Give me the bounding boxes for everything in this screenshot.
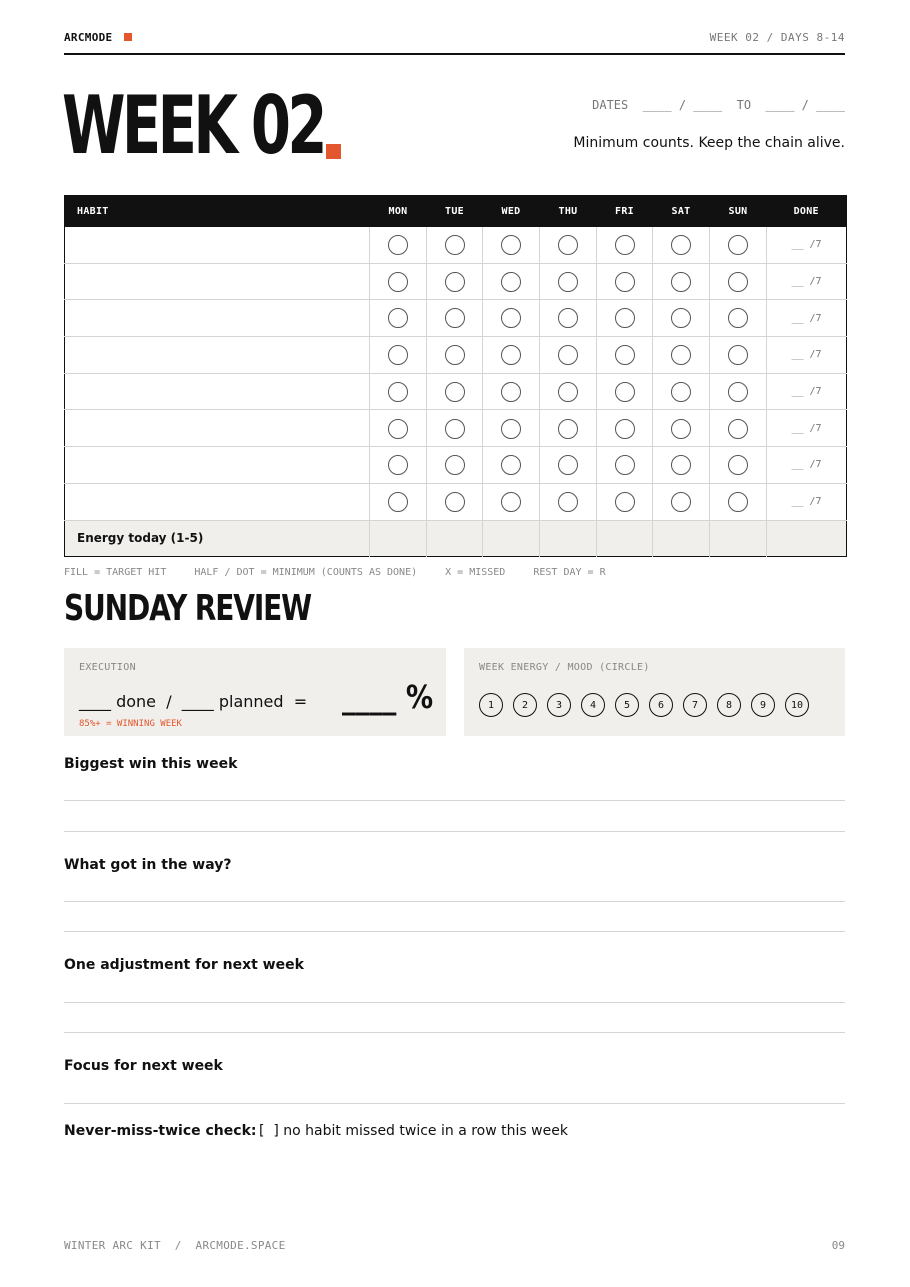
habit-row [65,410,847,447]
day-cell-wed [483,447,540,484]
habit-name-field[interactable] [65,337,370,374]
question-biggest-win: Biggest win this week [64,756,238,772]
day-cell-mon [370,337,427,374]
execution-panel [64,648,446,736]
done-count-field[interactable]: __ /7 [767,410,847,447]
habit-name-field[interactable] [65,483,370,520]
question-what-got-in-the-way: What got in the way? [64,857,232,873]
answer-line[interactable] [64,831,845,832]
mood-option-7[interactable]: 7 [683,693,707,717]
legend-item: REST DAY = R [533,567,606,578]
execution-percent-field[interactable]: ____ % [342,678,434,716]
day-cell-sun [710,227,767,264]
week-energy-panel [464,648,845,736]
day-checkbox-icon[interactable] [671,272,691,292]
habit-row [65,227,847,264]
day-checkbox-icon[interactable] [615,455,635,475]
energy-cell[interactable] [653,520,710,557]
day-cell-tue [427,410,483,447]
done-count-field[interactable]: __ /7 [767,447,847,484]
day-checkbox-icon[interactable] [615,419,635,439]
day-cell-sat [653,263,710,300]
page-number: 09 [831,1239,845,1252]
day-cell-tue [427,263,483,300]
habit-name-field[interactable] [65,410,370,447]
day-checkbox-icon[interactable] [388,455,408,475]
day-checkbox-icon[interactable] [615,235,635,255]
day-cell-sat [653,227,710,264]
day-checkbox-icon[interactable] [501,235,521,255]
mood-option-5[interactable]: 5 [615,693,639,717]
day-checkbox-icon[interactable] [728,419,748,439]
answer-line[interactable] [64,800,845,801]
habit-name-field[interactable] [65,447,370,484]
day-cell-thu [540,447,597,484]
day-cell-thu [540,483,597,520]
footer-kit-label: WINTER ARC KIT / ARCMODE.SPACE [64,1239,286,1252]
day-checkbox-icon[interactable] [558,272,578,292]
day-checkbox-icon[interactable] [558,345,578,365]
energy-cell[interactable] [767,520,847,557]
habit-name-field[interactable] [65,373,370,410]
day-checkbox-icon[interactable] [671,419,691,439]
day-cell-wed [483,337,540,374]
column-header-sat: SAT [653,196,710,227]
day-cell-tue [427,337,483,374]
day-checkbox-icon[interactable] [445,455,465,475]
day-checkbox-icon[interactable] [501,382,521,402]
energy-label: Energy today (1-5) [65,520,370,557]
day-checkbox-icon[interactable] [671,345,691,365]
day-cell-wed [483,227,540,264]
day-cell-mon [370,410,427,447]
answer-line[interactable] [64,1002,845,1003]
day-checkbox-icon[interactable] [388,419,408,439]
day-cell-fri [597,410,653,447]
day-cell-thu [540,263,597,300]
day-checkbox-icon[interactable] [671,235,691,255]
day-checkbox-icon[interactable] [445,382,465,402]
day-checkbox-icon[interactable] [558,492,578,512]
day-cell-mon [370,447,427,484]
day-checkbox-icon[interactable] [445,235,465,255]
day-cell-fri [597,300,653,337]
day-checkbox-icon[interactable] [558,308,578,328]
day-checkbox-icon[interactable] [615,382,635,402]
question-focus-next-week: Focus for next week [64,1058,223,1074]
energy-cell[interactable] [710,520,767,557]
day-checkbox-icon[interactable] [558,419,578,439]
week-days-label: WEEK 02 / DAYS 8-14 [709,31,845,44]
day-cell-tue [427,483,483,520]
day-cell-tue [427,300,483,337]
habit-name-field[interactable] [65,227,370,264]
day-checkbox-icon[interactable] [728,345,748,365]
day-cell-fri [597,483,653,520]
day-cell-fri [597,263,653,300]
day-checkbox-icon[interactable] [501,492,521,512]
energy-cell[interactable] [427,520,483,557]
day-cell-mon [370,300,427,337]
column-header-fri: FRI [597,196,653,227]
day-checkbox-icon[interactable] [445,272,465,292]
done-count-field[interactable]: __ /7 [767,373,847,410]
day-cell-thu [540,337,597,374]
habit-row [65,447,847,484]
energy-row [65,520,847,557]
day-checkbox-icon[interactable] [558,455,578,475]
day-cell-mon [370,227,427,264]
day-cell-wed [483,483,540,520]
mood-options [479,693,809,717]
mood-option-8[interactable]: 8 [717,693,741,717]
day-cell-fri [597,373,653,410]
day-cell-sun [710,447,767,484]
day-checkbox-icon[interactable] [558,382,578,402]
legend-item: FILL = TARGET HIT [64,567,167,578]
week-energy-label: WEEK ENERGY / MOOD (CIRCLE) [479,662,650,673]
tracker-body [65,227,847,557]
day-cell-wed [483,263,540,300]
tagline: Minimum counts. Keep the chain alive. [573,135,845,151]
day-checkbox-icon[interactable] [501,455,521,475]
day-checkbox-icon[interactable] [615,308,635,328]
day-checkbox-icon[interactable] [615,272,635,292]
day-cell-thu [540,373,597,410]
done-count-field[interactable]: __ /7 [767,483,847,520]
day-cell-sun [710,410,767,447]
day-checkbox-icon[interactable] [445,492,465,512]
mood-option-4[interactable]: 4 [581,693,605,717]
day-cell-wed [483,410,540,447]
day-checkbox-icon[interactable] [388,382,408,402]
energy-cell[interactable] [597,520,653,557]
mood-option-10[interactable]: 10 [785,693,809,717]
day-checkbox-icon[interactable] [501,419,521,439]
column-header-done: DONE [767,196,847,227]
day-cell-sat [653,300,710,337]
column-header-habit: HABIT [65,196,370,227]
day-cell-wed [483,300,540,337]
answer-line[interactable] [64,901,845,902]
day-cell-fri [597,337,653,374]
day-checkbox-icon[interactable] [388,345,408,365]
day-checkbox-icon[interactable] [671,492,691,512]
day-checkbox-icon[interactable] [445,345,465,365]
day-checkbox-icon[interactable] [728,235,748,255]
day-checkbox-icon[interactable] [671,382,691,402]
day-checkbox-icon[interactable] [728,455,748,475]
mood-option-1[interactable]: 1 [479,693,503,717]
day-cell-sat [653,447,710,484]
legend-item: HALF / DOT = MINIMUM (COUNTS AS DONE) [194,567,418,578]
mood-option-9[interactable]: 9 [751,693,775,717]
column-header-wed: WED [483,196,540,227]
day-cell-mon [370,483,427,520]
day-checkbox-icon[interactable] [728,492,748,512]
day-checkbox-icon[interactable] [615,345,635,365]
habit-row [65,300,847,337]
brand [64,31,132,44]
day-cell-mon [370,263,427,300]
tracker-header-row [65,196,847,227]
day-cell-sat [653,410,710,447]
day-checkbox-icon[interactable] [671,308,691,328]
column-header-thu: THU [540,196,597,227]
day-cell-tue [427,373,483,410]
day-cell-sat [653,373,710,410]
title-accent-square-icon [326,144,341,159]
done-count-field[interactable]: __ /7 [767,337,847,374]
day-checkbox-icon[interactable] [388,272,408,292]
day-checkbox-icon[interactable] [558,235,578,255]
day-cell-thu [540,410,597,447]
execution-note: 85%+ = WINNING WEEK [79,719,182,729]
day-cell-fri [597,447,653,484]
mood-option-6[interactable]: 6 [649,693,673,717]
day-checkbox-icon[interactable] [388,308,408,328]
day-cell-sat [653,337,710,374]
habit-name-field[interactable] [65,263,370,300]
day-checkbox-icon[interactable] [615,492,635,512]
energy-cell[interactable] [483,520,540,557]
execution-label: EXECUTION [79,662,136,673]
day-checkbox-icon[interactable] [728,308,748,328]
day-checkbox-icon[interactable] [728,382,748,402]
dates-field[interactable]: DATES ____ / ____ TO ____ / ____ [592,98,845,112]
brand-name: ARCMODE [64,31,113,44]
never-miss-twice-checkbox[interactable]: [ ] no habit missed twice in a row this week [259,1123,568,1139]
day-checkbox-icon[interactable] [501,345,521,365]
top-bar [64,28,845,55]
never-miss-twice-label: Never-miss-twice check: [64,1123,257,1139]
execution-done-planned-field[interactable]: ____ done / ____ planned = [79,692,308,711]
energy-cell[interactable] [370,520,427,557]
tracker-legend [64,567,634,578]
column-header-tue: TUE [427,196,483,227]
habit-row [65,337,847,374]
answer-line[interactable] [64,1103,845,1104]
day-checkbox-icon[interactable] [501,308,521,328]
day-checkbox-icon[interactable] [445,419,465,439]
day-cell-tue [427,227,483,264]
day-cell-sun [710,373,767,410]
done-count-field[interactable]: __ /7 [767,227,847,264]
day-cell-thu [540,227,597,264]
column-header-sun: SUN [710,196,767,227]
day-checkbox-icon[interactable] [445,308,465,328]
done-count-field[interactable]: __ /7 [767,300,847,337]
habit-name-field[interactable] [65,300,370,337]
day-checkbox-icon[interactable] [388,492,408,512]
mood-option-2[interactable]: 2 [513,693,537,717]
answer-line[interactable] [64,1032,845,1033]
done-count-field[interactable]: __ /7 [767,263,847,300]
day-cell-fri [597,227,653,264]
column-header-mon: MON [370,196,427,227]
question-one-adjustment: One adjustment for next week [64,957,304,973]
day-checkbox-icon[interactable] [388,235,408,255]
mood-option-3[interactable]: 3 [547,693,571,717]
day-cell-thu [540,300,597,337]
habit-tracker-table [64,195,847,557]
page-title: WEEK 02 [62,79,324,172]
habit-row [65,263,847,300]
day-cell-tue [427,447,483,484]
brand-square-icon [124,33,132,41]
legend-item: X = MISSED [445,567,506,578]
day-cell-mon [370,373,427,410]
habit-row [65,483,847,520]
day-checkbox-icon[interactable] [671,455,691,475]
habit-row [65,373,847,410]
day-cell-sun [710,337,767,374]
day-checkbox-icon[interactable] [501,272,521,292]
day-checkbox-icon[interactable] [728,272,748,292]
day-cell-sat [653,483,710,520]
day-cell-wed [483,373,540,410]
energy-cell[interactable] [540,520,597,557]
day-cell-sun [710,300,767,337]
day-cell-sun [710,263,767,300]
answer-line[interactable] [64,931,845,932]
review-title: SUNDAY REVIEW [64,588,311,629]
day-cell-sun [710,483,767,520]
